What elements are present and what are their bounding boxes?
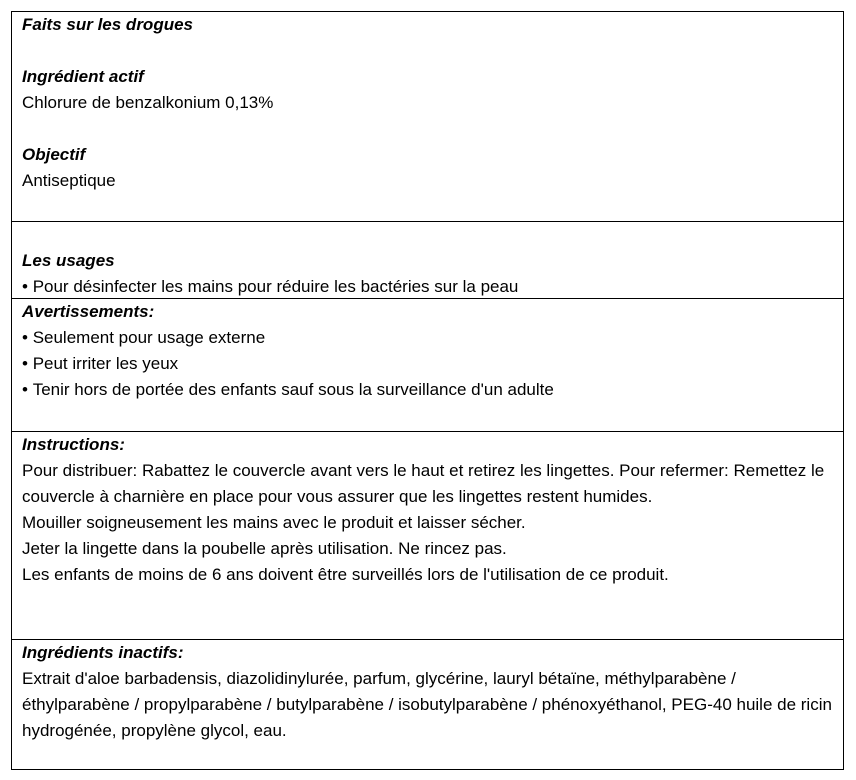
active-ingredient-value: Chlorure de benzalkonium 0,13% [22,93,274,112]
instructions-section [12,431,843,639]
inactive-ingredients-section [12,639,843,769]
purpose-heading: Objectif [22,145,86,164]
inactive-ingredients-heading: Ingrédients inactifs: [22,643,184,662]
instruction-line: Pour distribuer: Rabattez le couvercle avant vers le haut et retirez les lingettes. Pour refermer: Remettez le couvercle à charnière en place pour vous assurer que les lingettes restent humides. [22,461,825,506]
active-ingredient-heading: Ingrédient actif [22,67,144,86]
warnings-section [12,298,843,431]
instruction-line: Les enfants de moins de 6 ans doivent être surveillés lors de l'utilisation de ce produit. [22,565,669,584]
warning-item: • Tenir hors de portée des enfants sauf sous la surveillance d'un adulte [22,377,833,403]
instructions-heading: Instructions: [22,435,125,454]
inactive-ingredients-text: Extrait d'aloe barbadensis, diazolidinylurée, parfum, glycérine, lauryl bétaïne, méthylparabène / éthylparabène / propylparabène / butylparabène / isobutylparabène / phénoxyéthanol, PEG-40 huile de ricin hydrogénée, propylène glycol, eau. [22,669,832,740]
spacer [22,116,833,142]
drug-facts-label [11,11,844,770]
uses-heading: Les usages [22,251,115,270]
drug-facts-section [12,12,843,221]
spacer [22,222,833,248]
uses-item: • Pour désinfecter les mains pour réduire les bactéries sur la peau [22,274,833,300]
spacer [22,38,833,64]
warning-item: • Peut irriter les yeux [22,351,833,377]
warnings-heading: Avertissements: [22,302,155,321]
warning-item: • Seulement pour usage externe [22,325,833,351]
instruction-line: Jeter la lingette dans la poubelle après utilisation. Ne rincez pas. [22,539,507,558]
instruction-line: Mouiller soigneusement les mains avec le produit et laisser sécher. [22,513,526,532]
drug-facts-title: Faits sur les drogues [22,15,193,34]
uses-section [12,221,843,298]
purpose-value: Antiseptique [22,171,116,190]
